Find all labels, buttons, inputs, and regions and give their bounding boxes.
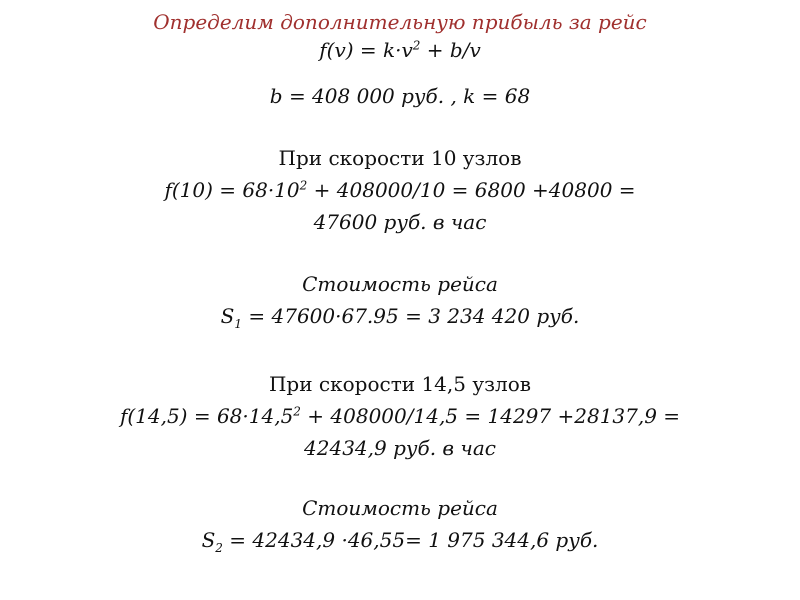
speed2-heading: При скорости 14,5 узлов bbox=[268, 372, 532, 396]
formula-exponent: 2 bbox=[412, 38, 421, 53]
speed2-result: 42434,9 руб. в час bbox=[304, 436, 496, 460]
profit-formula bbox=[0, 36, 800, 64]
speed2-cost-heading: Стоимость рейса bbox=[302, 496, 498, 520]
speed1-cost bbox=[0, 302, 800, 330]
speed1-result: 47600 руб. в час bbox=[313, 210, 487, 234]
speed1-cost-heading: Стоимость рейса bbox=[302, 272, 498, 296]
slide-title: Определим дополнительную прибыль за рейс bbox=[153, 10, 647, 34]
speed1-calculation bbox=[0, 176, 800, 204]
speed1-cost-subscript: 1 bbox=[234, 317, 243, 331]
speed1-heading: При скорости 10 узлов bbox=[278, 146, 522, 170]
parameters-line: b = 408 000 руб. , k = 68 bbox=[269, 84, 531, 108]
speed2-cost-value: = 42434,9 ·46,55= 1 975 344,6 руб. bbox=[222, 528, 599, 552]
speed2-calc-b: + 408000/14,5 = 14297 +28137,9 = bbox=[300, 404, 681, 428]
speed2-cost-symbol: S bbox=[201, 528, 216, 552]
speed2-cost bbox=[0, 526, 800, 554]
speed1-cost-value: = 47600·67.95 = 3 234 420 руб. bbox=[242, 304, 580, 328]
speed2-calc-exponent: 2 bbox=[293, 404, 301, 419]
speed1-calc-a: f(10) = 68·10 bbox=[164, 178, 300, 202]
speed2-calc-a: f(14,5) = 68·14,5 bbox=[119, 404, 294, 428]
formula-rhs: + b/v bbox=[420, 38, 481, 62]
speed1-calc-b: + 408000/10 = 6800 +40800 = bbox=[307, 178, 636, 202]
formula-lhs: f(v) = k·v bbox=[319, 38, 413, 62]
speed1-calc-exponent: 2 bbox=[299, 178, 308, 193]
speed1-cost-symbol: S bbox=[220, 304, 235, 328]
speed2-cost-subscript: 2 bbox=[215, 541, 223, 555]
speed2-calculation bbox=[0, 402, 800, 430]
